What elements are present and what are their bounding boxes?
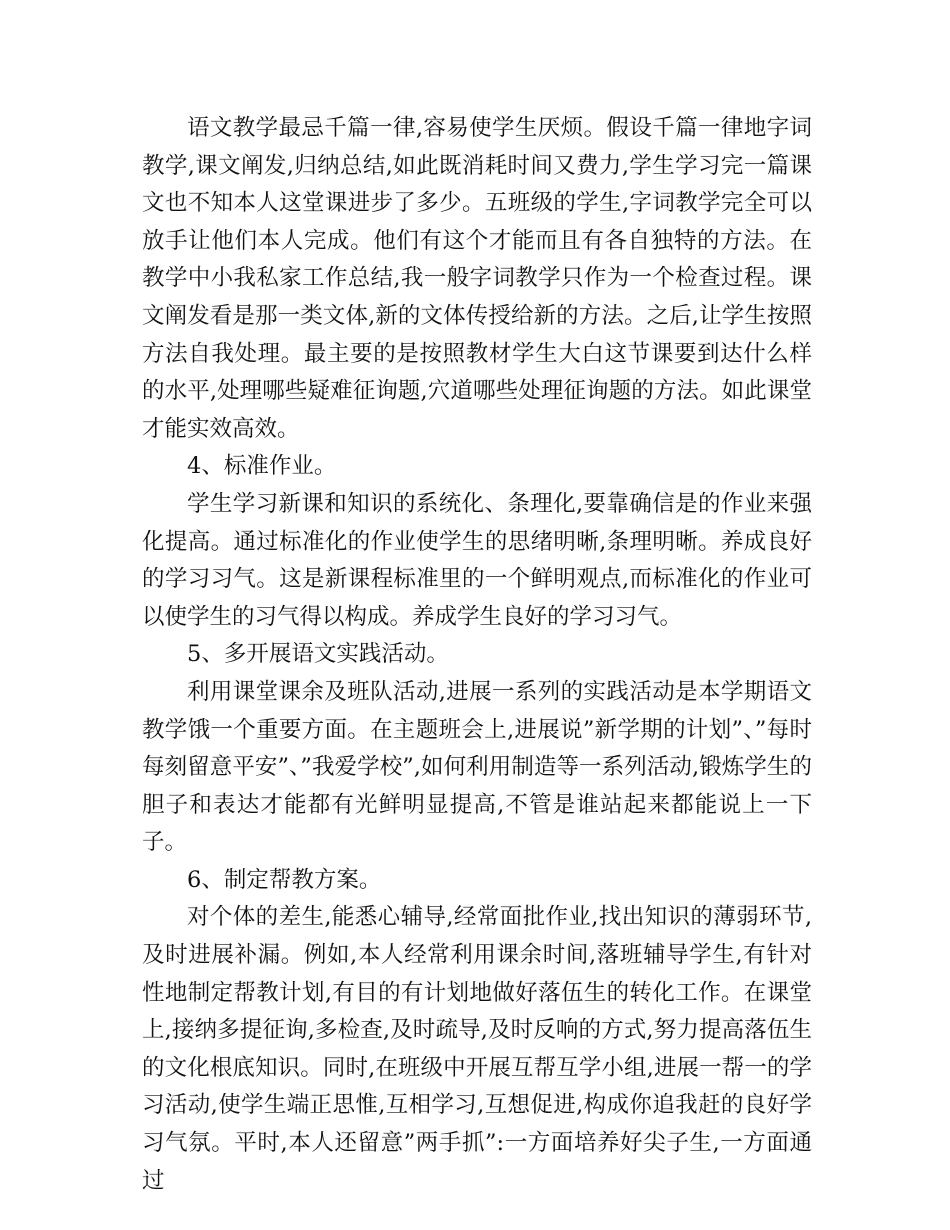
paragraph-standard-homework: 学生学习新课和知识的系统化、条理化,要靠确信是的作业来强化提高。通过标准化的作业使学生的思绪明晰,条理明晰。养成良好的学习习气。这是新课程标准里的一个鲜明观点,而标准化的作业可以使学生的习气得以构成。养成学生良好的学习习气。 <box>142 490 812 630</box>
heading-practice-activities: 5、多开展语文实践活动。 <box>187 641 449 668</box>
heading-tutoring-plan: 6、制定帮教方案。 <box>187 866 382 893</box>
heading-standard-homework: 4、标准作业。 <box>187 453 337 480</box>
document-body <box>142 110 812 1200</box>
paragraph-practice-activities: 利用课堂课余及班队活动,进展一系列的实践活动是本学期语文教学饿一个重要方面。在主题班会上,进展说”新学期的计划”、”每时每刻留意平安”、”我爱学校”,如何利用制造等一系列活动,锻炼学生的胆子和表达才能都有光鲜明显提高,不管是谁站起来都能说上一下子。 <box>142 678 812 856</box>
paragraph-tutoring-plan: 对个体的差生,能悉心辅导,经常面批作业,找出知识的薄弱环节,及时进展补漏。例如,本人经常利用课余时间,落班辅导学生,有针对性地制定帮教计划,有目的有计划地做好落伍生的转化工作。在课堂上,接纳多提征询,多检查,及时疏导,及时反响的方式,努力提高落伍生的文化根底知识。同时,在班级中开展互帮互学小组,进展一帮一的学习活动,使学生端正思惟,互相学习,互想促进,构成你追我赶的良好学习气氛。平时,本人还留意”两手抓”:一方面培养好尖子生,一方面通过 <box>142 904 812 1194</box>
paragraph-word-teaching: 语文教学最忌千篇一律,容易使学生厌烦。假设千篇一律地字词教学,课文阐发,归纳总结,如此既消耗时间又费力,学生学习完一篇课文也不知本人这堂课进步了多少。五班级的学生,字词教学完全可以放手让他们本人完成。他们有这个才能而且有各自独特的方法。在教学中小我私家工作总结,我一般字词教学只作为一个检查过程。课文阐发看是那一类文体,新的文体传授给新的方法。之后,让学生按照方法自我处理。最主要的是按照教材学生大白这节课要到达什么样的水平,处理哪些疑难征询题,穴道哪些处理征询题的方法。如此课堂才能实效高效。 <box>142 115 812 442</box>
